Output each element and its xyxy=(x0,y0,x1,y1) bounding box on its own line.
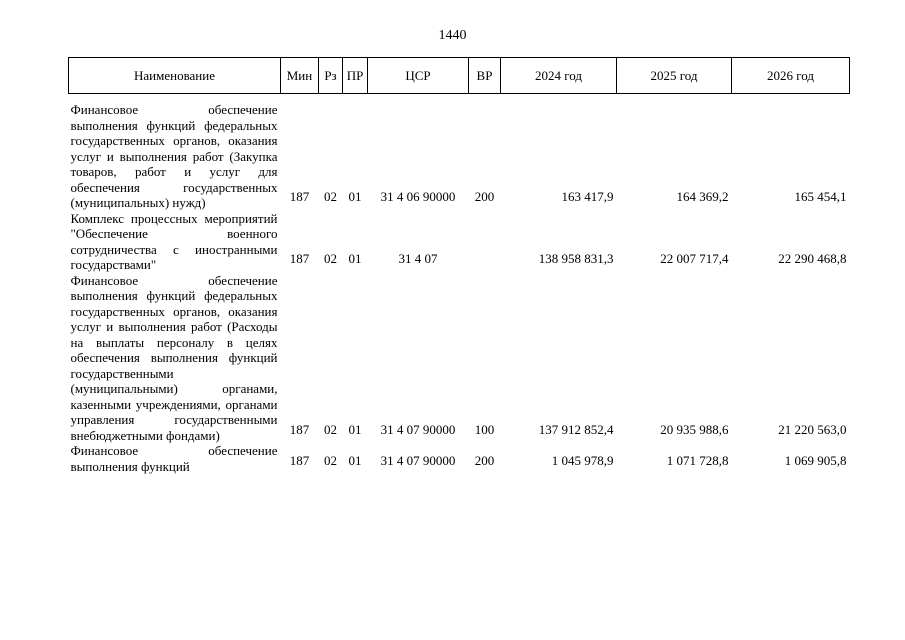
row-min: 187 xyxy=(289,189,310,204)
table-row xyxy=(69,211,850,273)
row-csr: 31 4 07 xyxy=(398,251,438,266)
row-pr: 01 xyxy=(348,452,362,468)
row-pr: 01 xyxy=(348,251,362,266)
row-min: 187 xyxy=(289,452,310,468)
row-2026: 21 220 563,0 xyxy=(778,421,847,437)
row-csr: 31 4 07 90000 xyxy=(380,421,456,437)
row-vr xyxy=(469,211,501,273)
header-vr: ВР xyxy=(469,58,501,94)
row-rz: 02 xyxy=(324,251,337,266)
header-name: Наименование xyxy=(69,58,281,94)
header-2024: 2024 год xyxy=(501,58,617,94)
row-2025: 1 071 728,8 xyxy=(666,452,729,468)
table-row xyxy=(69,102,850,211)
row-csr: 31 4 06 90000 xyxy=(380,189,456,204)
header-pr: ПР xyxy=(343,58,368,94)
row-2026: 1 069 905,8 xyxy=(784,452,847,468)
header-csr: ЦСР xyxy=(368,58,469,94)
row-pr: 01 xyxy=(348,421,362,437)
table-header xyxy=(69,58,850,94)
row-2024: 1 045 978,9 xyxy=(551,452,614,468)
row-2025: 22 007 717,4 xyxy=(660,251,729,266)
header-2026: 2026 год xyxy=(732,58,850,94)
row-2025: 20 935 988,6 xyxy=(660,421,729,437)
header-min: Мин xyxy=(281,58,319,94)
page-number: 1440 xyxy=(438,28,467,43)
header-rz: Рз xyxy=(319,58,343,94)
row-name: Финансовое обеспечение выполнения функций федеральных государственных органов, оказания услуг и выполнения работ (Закупка товаров, работ и услуг для обеспечения государственных (муниципальных) нужд) xyxy=(70,102,278,210)
row-min: 187 xyxy=(289,421,310,437)
row-vr: 200 xyxy=(474,189,495,204)
row-2024: 163 417,9 xyxy=(561,189,614,204)
row-2025: 164 369,2 xyxy=(676,189,729,204)
row-2024: 138 958 831,3 xyxy=(538,251,614,266)
row-name: Комплекс процессных мероприятий "Обеспечение военного сотрудничества с иностранными государствами" xyxy=(70,210,278,272)
row-name: Финансовое обеспечение выполнения функций xyxy=(70,443,278,474)
row-rz: 02 xyxy=(324,421,337,437)
table-row xyxy=(69,443,850,474)
row-min: 187 xyxy=(289,251,310,266)
row-pr: 01 xyxy=(348,189,362,204)
row-vr: 100 xyxy=(474,421,495,437)
row-name: Финансовое обеспечение выполнения функций федеральных государственных органов, оказания услуг и выполнения работ (Расходы на выплаты персоналу в целях обеспечения выполнения функций государственными (муниципальными) органами, казенными учреждениями, органами управления государственными внебюджетными фондами) xyxy=(70,272,278,443)
budget-table xyxy=(68,57,850,474)
row-rz: 02 xyxy=(324,189,337,204)
row-csr: 31 4 07 90000 xyxy=(380,452,456,468)
header-2025: 2025 год xyxy=(617,58,732,94)
row-2026: 22 290 468,8 xyxy=(778,251,847,266)
row-rz: 02 xyxy=(324,452,337,468)
row-2026: 165 454,1 xyxy=(794,189,847,204)
table-row xyxy=(69,273,850,444)
row-vr: 200 xyxy=(474,452,495,468)
row-2024: 137 912 852,4 xyxy=(538,421,614,437)
